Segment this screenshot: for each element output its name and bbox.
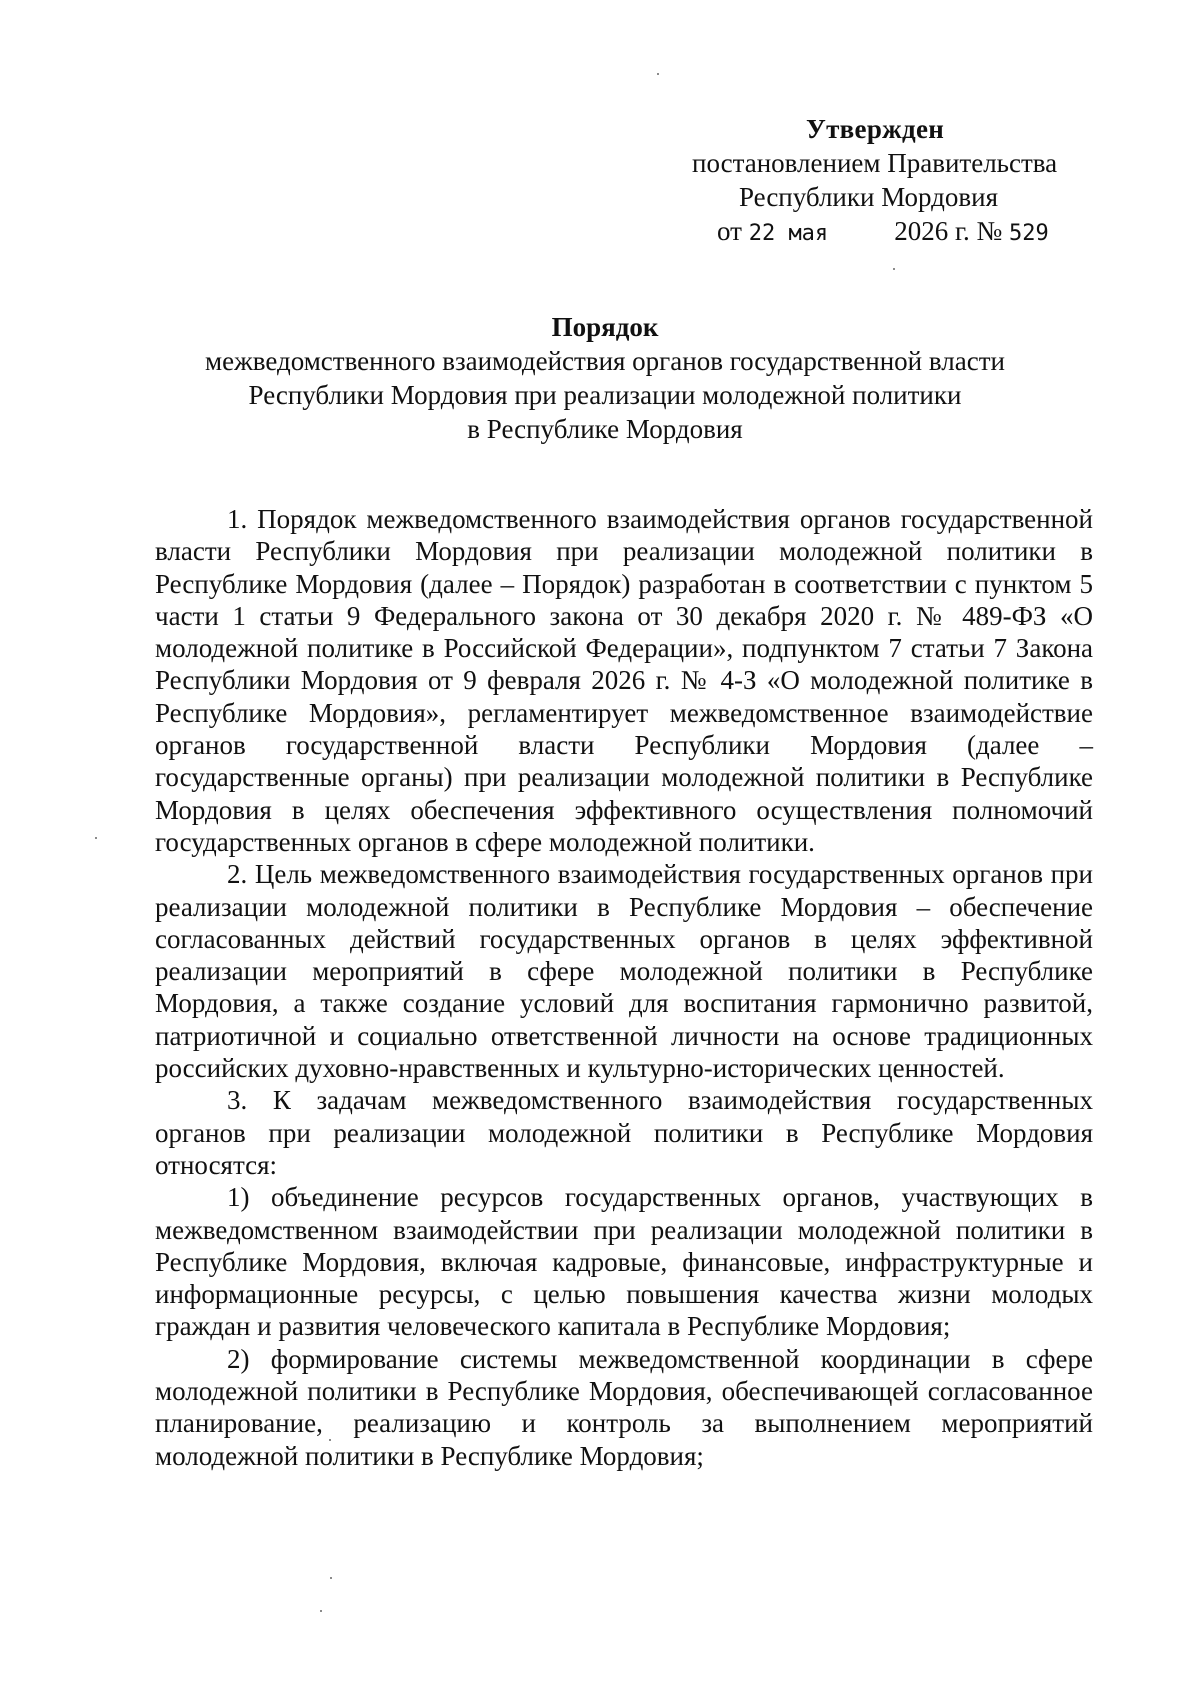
paragraph-1: 1. Порядок межведомственного взаимодействия органов государственной власти Республики Мордовия при реализации молодежной политики в Республике Мордовия (далее – Порядок) разработан в соответствии с пунктом 5 части 1 статьи 9 Федерального закона от 30 декабря 2020 г. № 489-ФЗ «О молодежной политике в Российской Федерации», подпунктом 7 статьи 7 Закона Республики Мордовия от 9 февраля 2026 г. № 4-З «О молодежной политике в Республике Мордовия», регламентирует межведомственное взаимодействие органов государственной власти Республики Мордовия (далее – государственные органы) при реализации молодежной политики в Республике Мордовия в целях обеспечения эффективного осуществления полномочий государственных органов в сфере молодежной политики.: [155, 504, 1093, 857]
approval-stamp: [640, 112, 1100, 251]
document-heading: [150, 310, 1060, 446]
scan-speck: [330, 1577, 332, 1579]
heading-line-1: межведомственного взаимодействия органов государственной власти: [205, 346, 1005, 376]
document-body: [155, 503, 1093, 1472]
scan-speck: [657, 73, 659, 75]
approval-date-year: 2026 г. №: [894, 216, 1003, 246]
approval-date-line: [640, 214, 1100, 251]
heading-line-2: Республики Мордовия при реализации молодежной политики: [248, 380, 962, 410]
approval-number: 529: [1008, 221, 1049, 246]
paragraph-3-item-1: 1) объединение ресурсов государственных органов, участвующих в межведомственном взаимодействии при реализации молодежной политики в Республике Мордовия, включая кадровые, финансовые, инфраструктурные и информационные ресурсы, с целью повышения качества жизни молодых граждан и развития человеческого капитала в Республике Мордовия;: [155, 1182, 1093, 1342]
approval-date-prefix: от: [717, 216, 742, 246]
approval-title: Утвержден: [806, 114, 945, 144]
scan-speck: [320, 1610, 322, 1612]
scan-speck: [893, 268, 895, 270]
approval-date-day-month: 22 мая: [748, 221, 829, 246]
approval-line-1: постановлением Правительства: [692, 148, 1058, 178]
paragraph-3-item-2: 2) формирование системы межведомственной координации в сфере молодежной политики в Республике Мордовия, обеспечивающей согласованное планирование, реализацию и контроль за выполнением мероприятий молодежной политики в Республике Мордовия;: [155, 1343, 1093, 1471]
scan-speck: [329, 1439, 331, 1441]
heading-title: Порядок: [551, 312, 659, 342]
heading-line-3: в Республике Мордовия: [467, 414, 743, 444]
scan-speck: [95, 837, 97, 839]
paragraph-3: 3. К задачам межведомственного взаимодействия государственных органов при реализации молодежной политики в Республике Мордовия относятся:: [155, 1085, 1093, 1180]
approval-line-2: Республики Мордовия: [739, 182, 999, 212]
paragraph-2: 2. Цель межведомственного взаимодействия государственных органов при реализации молодежной политики в Республике Мордовия – обеспечение согласованных действий государственных органов в целях эффективной реализации мероприятий в сфере молодежной политики в Республике Мордовия, а также создание условий для воспитания гармонично развитой, патриотичной и социально ответственной личности на основе традиционных российских духовно-нравственных и культурно-исторических ценностей.: [155, 859, 1093, 1084]
